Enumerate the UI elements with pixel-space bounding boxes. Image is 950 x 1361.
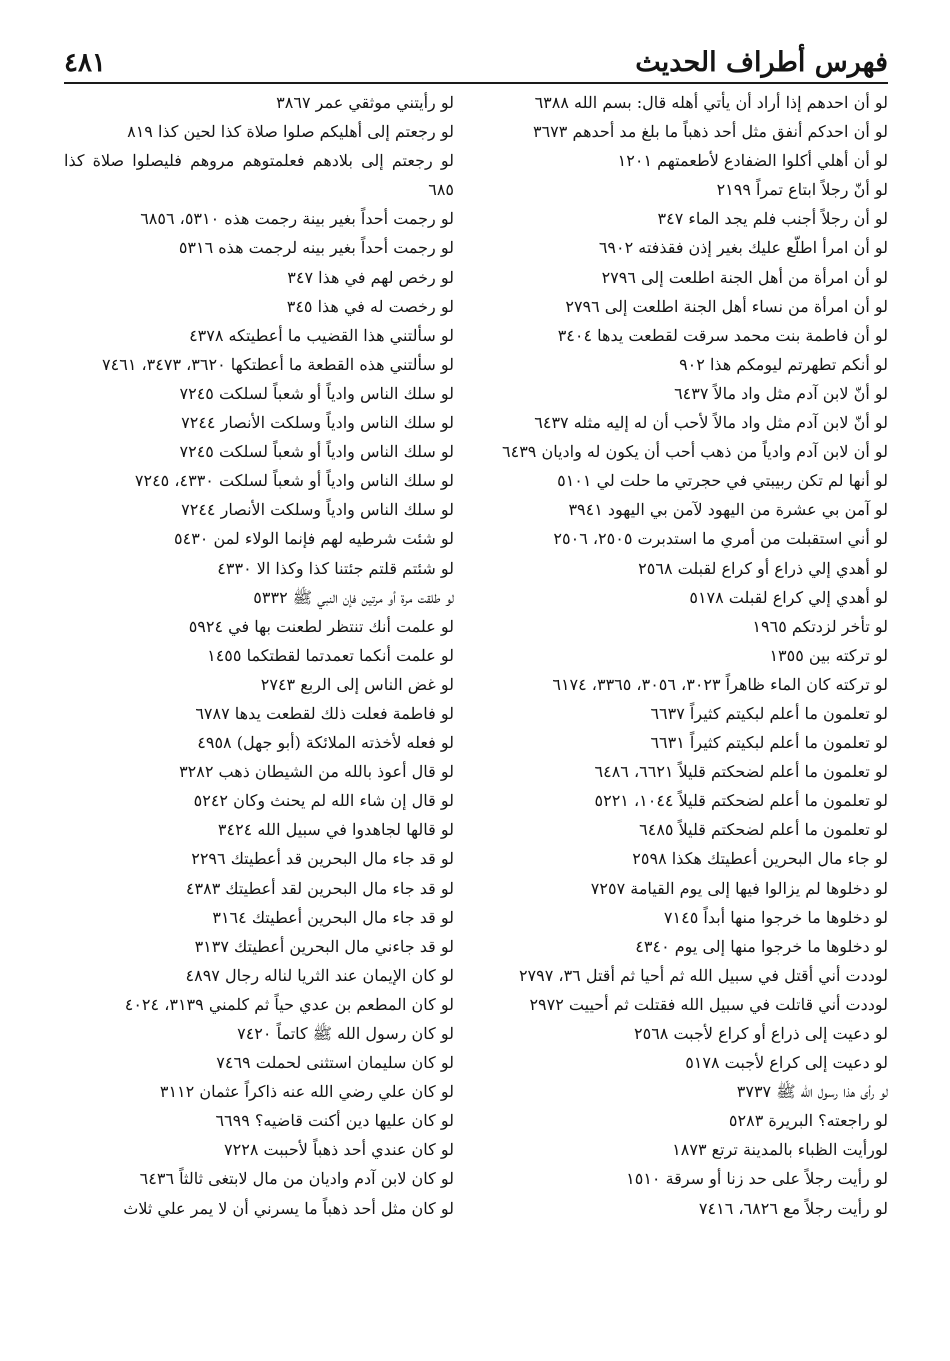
- index-entry: لو رأيت رجلاً على حد زنا أو سرقة ١٥١٠: [626, 1169, 888, 1189]
- index-entry: لو أن امرأة من نساء أهل الجنة اطلعت إلى ٢٧٩٦: [565, 296, 888, 316]
- index-entry: لو طلقت مرة أو مرتين فإن النبي ﷺ ٥٣٣٢: [253, 587, 454, 607]
- index-entry: لو أن فاطمة بنت محمد سرقت لقطعت يدها ٣٤٠٤: [557, 325, 888, 345]
- index-entry: لو سألتني هذا القضيب ما أعطيتكه ٤٣٧٨: [189, 325, 454, 345]
- index-entry: لو تعلمون ما أعلم لبكيتم كثيراً ٦٦٣٧: [650, 703, 888, 723]
- index-entry: لو علمت أنك تنتظر لطعنت بها في ٥٩٢٤: [188, 616, 454, 636]
- index-entry: لو كان الإيمان عند الثريا لناله رجال ٤٨٩٧: [185, 965, 454, 985]
- index-entry: لو سألتني هذه القطعة ما أعطتكها ٣٦٢٠، ٣٤٧٣، ٧٤٦١: [102, 354, 454, 374]
- index-entry: لو رجمت أحداً بغير بينه لرجمت هذه ٥٣١٦: [178, 238, 454, 258]
- index-entry: لو كان رسول الله ﷺ كاتماً ٧٤٢٠: [237, 1024, 454, 1043]
- index-entry: لو رجعتم إلى أهليكم صلوا صلاة كذا لحين كذا ٨١٩: [127, 122, 454, 142]
- entry-list-left: [64, 88, 454, 1223]
- index-entry: لو قد جاء مال البحرين أعطيتك ٣١٦٤: [212, 907, 454, 927]
- index-entry: لو أن احدكم أنفق مثل أحد ذهباً ما بلغ مد أحدهم ٣٦٧٣: [532, 122, 888, 142]
- index-entry: لو كان مثل أحد ذهباً ما يسرني أن لا يمر علي ثلاث: [123, 1198, 454, 1218]
- index-entry: لو قال أعوذ بالله من الشيطان ذهب ٣٢٨٢: [179, 762, 454, 782]
- index-entry: لو آمن بي عشرة من اليهود لآمن بي اليهود ٣٩٤١: [568, 500, 888, 520]
- index-entry: لو تركته بين ١٣٥٥: [769, 645, 888, 665]
- index-entry: لو كان سليمان استثنى لحملت ٧٤٦٩: [216, 1053, 454, 1073]
- index-entry: لو دخلوها لم يزالوا فيها إلى يوم القيامة ٧٢٥٧: [590, 878, 888, 898]
- index-entry: لو أهدي إلي ذراع أو كراع لقبلت ٢٥٦٨: [638, 558, 888, 578]
- index-entry: لو أنّ رجلاً ابتاع تمراً ٢١٩٩: [716, 180, 888, 200]
- index-entry: لو كان عليها دين أكنت قاضيه؟ ٦٦٩٩: [215, 1111, 454, 1131]
- index-entry: لو أنكم تطهرتم ليومكم هذا ٩٠٢: [679, 354, 888, 374]
- index-entry: لو فعله لأخذته الملائكة (أبو جهل) ٤٩٥٨: [197, 733, 454, 753]
- index-entry: لو رخص لهم في هذا ٣٤٧: [287, 267, 454, 287]
- left-column: [64, 88, 454, 1223]
- index-entry: لو علمت أنكما تعمدتما لقطتكما ١٤٥٥: [207, 645, 454, 665]
- index-entry: لو تعلمون ما أعلم لضحكتم قليلاً ٦٤٨٥: [639, 820, 888, 840]
- index-entry: لو رأيتني موثقي عمر ٣٨٦٧: [276, 93, 454, 112]
- index-entry: لو قال إن شاء الله لم يحنث وكان ٥٢٤٢: [193, 791, 454, 811]
- index-entry: لو جاء مال البحرين أعطيتك هكذا ٢٥٩٨: [632, 849, 888, 869]
- page-header: [64, 30, 888, 84]
- index-entry: لو أن امرأة من أهل الجنة اطلعت إلى ٢٧٩٦: [601, 267, 888, 287]
- index-entry: لو أن أهلي أكلوا الضفادع لأطعمتهم ١٢٠١: [617, 151, 888, 171]
- index-entry: لو كان المطعم بن عدي حياً ثم كلمني ٣١٣٩، ٤٠٢٤: [124, 994, 454, 1014]
- index-entry: لو غض الناس إلى الربع ٢٧٤٣: [260, 674, 454, 694]
- index-entry: لو تأخر لزدتكم ١٩٦٥: [752, 616, 888, 636]
- index-entry: لوددت أني أقتل في سبيل الله ثم أحيا ثم أقتل ٣٦، ٢٧٩٧: [518, 965, 888, 985]
- index-columns: [64, 88, 888, 1223]
- index-entry: لو سلك الناس وادياً أو شعباً لسلكت ٧٢٤٥: [179, 383, 454, 403]
- index-entry: لورأيت الظباء بالمدينة ترتع ١٨٧٣: [672, 1140, 888, 1160]
- index-entry: لو قد جاءني مال البحرين أعطيتك ٣١٣٧: [194, 936, 454, 956]
- right-column: [498, 88, 888, 1223]
- index-entry: لو أهدي إلي كراع لقبلت ٥١٧٨: [689, 587, 888, 607]
- page-number: ٤٨١: [64, 48, 106, 78]
- index-entry: لو فاطمة فعلت ذلك لقطعت يدها ٦٧٨٧: [195, 703, 454, 723]
- index-entry: لو راجعته؟ البريرة ٥٢٨٣: [728, 1111, 888, 1131]
- index-entry: لو سلك الناس وادياً وسلكت الأنصار ٧٢٤٤: [181, 413, 454, 433]
- index-entry: لو رجعتم إلى بلادهم فعلمتوهم مروهم فليصلوا صلاة كذا ٦٨٥: [64, 151, 454, 200]
- index-entry: لو كان عندي أحد ذهباً لأحببت ٧٢٢٨: [224, 1140, 454, 1160]
- index-entry: لو أنّ لابن آدم مثل واد مالاً لأحب أن له إليه مثله ٦٤٣٧: [534, 413, 888, 433]
- index-entry: لو رأيت رجلاً مع ٦٨٢٦، ٧٤١٦: [698, 1198, 888, 1218]
- index-entry: لو أن رجلاً أجنب فلم يجد الماء ٣٤٧: [657, 209, 888, 229]
- index-entry: لوددت أني قاتلت في سبيل الله فقتلت ثم أحييت ٢٩٧٢: [529, 994, 888, 1014]
- page-title: فهرس أطراف الحديث: [635, 47, 888, 78]
- index-entry: لو أني استقبلت من أمري ما استدبرت ٢٥٠٥، ٢٥٠٦: [553, 529, 888, 549]
- index-entry: لو تعلمون ما أعلم لضحكتم قليلاً ٦٦٢١، ٦٤٨٦: [594, 762, 888, 782]
- index-entry: لو كان علي رضي الله عنه ذاكراً عثمان ٣١١٢: [159, 1082, 454, 1102]
- index-entry: لو رأى هذا رسول الله ﷺ ٣٧٣٧: [736, 1082, 888, 1102]
- index-entry: لو شئت شرطيه لهم فإنما الولاء لمن ٥٤٣٠: [174, 529, 454, 549]
- index-entry: لو تركته كان الماء ظاهراً ٣٠٢٣، ٣٠٥٦، ٣٣٦٥، ٦١٧٤: [552, 674, 888, 694]
- index-entry: لو سلك الناس وادياً وسلكت الأنصار ٧٢٤٤: [181, 500, 454, 520]
- index-entry: لو تعلمون ما أعلم لضحكتم قليلاً ١٠٤٤، ٥٢٢١: [594, 791, 888, 811]
- index-entry: لو رخصت له في هذا ٣٤٥: [286, 296, 454, 316]
- index-entry: لو أن لابن آدم وادياً من ذهب أحب أن يكون له واديان ٦٤٣٩: [502, 442, 888, 462]
- index-entry: لو سلك الناس وادياً أو شعباً لسلكت ٧٢٤٥: [179, 442, 454, 462]
- index-entry: لو دعيت إلى كراع لأجبت ٥١٧٨: [685, 1053, 888, 1073]
- index-entry: لو أنّ لابن آدم مثل واد مالاً ٦٤٣٧: [674, 383, 888, 403]
- index-entry: لو أنها لم تكن ربيبتي في حجرتي ما حلت لي ٥١٠١: [557, 471, 888, 491]
- index-entry: لو دخلوها ما خرجوا منها إلى يوم ٤٣٤٠: [635, 936, 888, 956]
- index-entry: لو دعيت إلى ذراع أو كراع لأجبت ٢٥٦٨: [634, 1024, 888, 1043]
- index-entry: لو أن احدهم إذا أراد أن يأتي أهله قال: بسم الله ٦٣٨٨: [534, 93, 888, 112]
- index-entry: لو قد جاء مال البحرين لقد أعطيتك ٤٣٨٣: [185, 878, 454, 898]
- index-entry: لو دخلوها ما خرجوا منها أبداً ٧١٤٥: [663, 907, 888, 927]
- index-entry: لو سلك الناس وادياً أو شعباً لسلكت ٤٣٣٠، ٧٢٤٥: [134, 471, 454, 491]
- index-entry: لو كان لابن آدم واديان من مال لابتغى ثالثاً ٦٤٣٦: [139, 1169, 454, 1189]
- index-entry: لو رجمت أحداً بغير بينة رجمت هذه ٥٣١٠، ٦٨٥٦: [140, 209, 454, 229]
- index-entry: لو شئتم قلتم جئتنا كذا وكذا الا ٤٣٣٠: [217, 558, 454, 578]
- index-entry: لو قد جاء مال البحرين قد أعطيتك ٢٢٩٦: [191, 849, 454, 869]
- index-entry: لو تعلمون ما أعلم لبكيتم كثيراً ٦٦٣١: [650, 733, 888, 753]
- index-entry: لو قالها لجاهدوا في سبيل الله ٣٤٢٤: [217, 820, 454, 840]
- index-entry: لو أن امرأ اطلّع عليك بغير إذن فقذفته ٦٩٠٢: [598, 238, 888, 258]
- entry-list-right: [498, 88, 888, 1223]
